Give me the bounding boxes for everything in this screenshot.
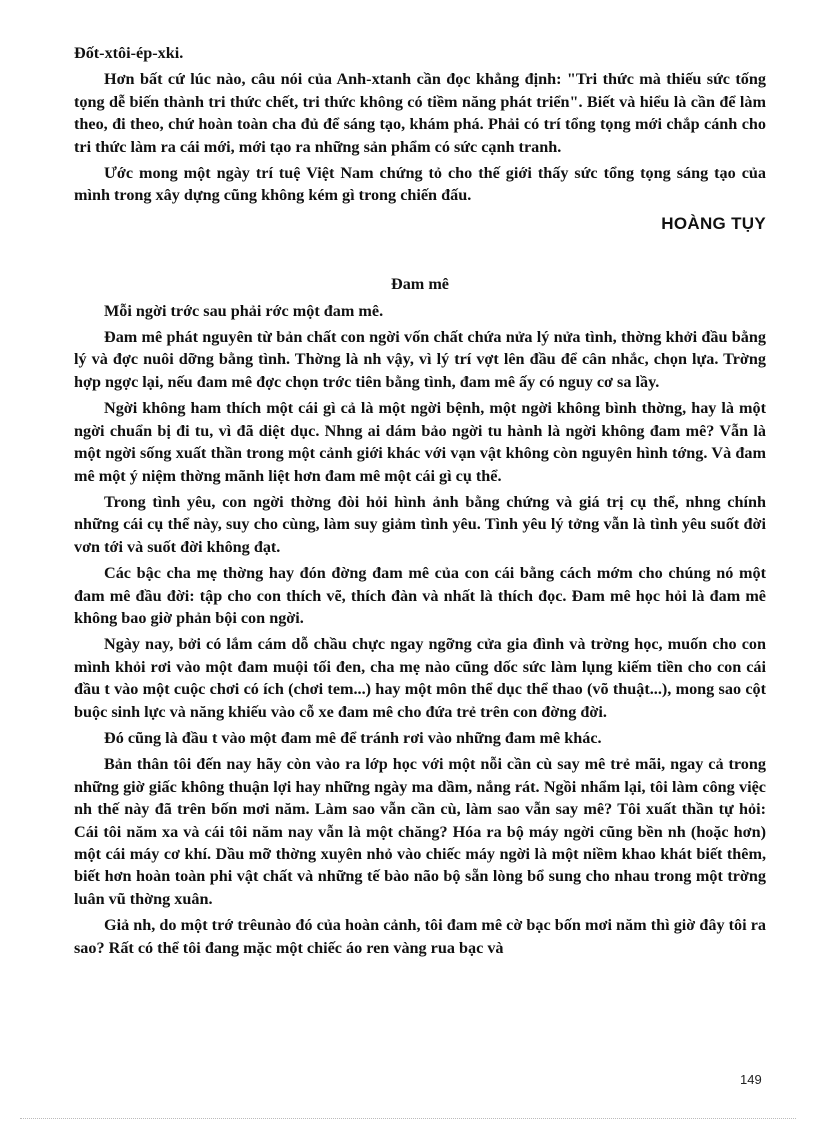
author-signature: HOÀNG TỤY <box>661 213 766 233</box>
section-title: Đam mê <box>391 275 449 294</box>
paragraph: Đó cũng là đầu t vào một đam mê để tránh rơi vào những đam mê khác. <box>104 728 602 747</box>
bottom-divider <box>20 1118 796 1119</box>
paragraph: Đam mê phát nguyên từ bản chất con ngời vốn chất chứa nửa lý nửa tình, thờng khởi đầu bằng lý và đợc nuôi dỡng bằng tình. Thờng là nh vậy, vì lý trí vợt lên đầu để cân nhắc, chọn lựa. Trờng hợp ngợc lại, nếu đam mê đợc chọn trớc tiên bằng tình, đam mê ấy có nguy cơ sa lầy. <box>74 328 766 391</box>
paragraph: Ước mong một ngày trí tuệ Việt Nam chứng tỏ cho thế giới thấy sức tổng tọng sáng tạo của mình trong xây dựng cũng không kém gì trong chiến đấu. <box>74 164 766 205</box>
paragraph: Các bậc cha mẹ thờng hay đón đờng đam mê của con cái bằng cách mớm cho chúng nó một đam mê đầu đời: tập cho con thích vẽ, thích đàn và nhất là thích đọc. Đam mê học hỏi là đam mê không bao giờ phản bội con ngời. <box>74 564 766 627</box>
paragraph: Trong tình yêu, con ngời thờng đòi hỏi hình ảnh bằng chứng và giá trị cụ thể, nhng chính những cái cụ thể này, suy cho cùng, làm suy giảm tình yêu. Tình yêu lý tởng vẫn là tình yêu suốt đời vơn tới và suốt đời không đạt. <box>74 492 766 556</box>
paragraph: Hơn bất cứ lúc nào, câu nói của Anh-xtanh cần đọc khẳng định: "Tri thức mà thiếu sức tống tọng dễ biến thành tri thức chết, tri thức không có tiềm năng phát triển". Biết và hiểu là cần để làm theo, đi theo, chứ hoàn toàn cha đủ để sáng tạo, khám phá. Phải có trí tổng tọng mới chắp cánh cho tri thức làm ra cái mới, mới tạo ra những sản phẩm có sức cạnh tranh. <box>74 70 766 156</box>
page-number: 149 <box>740 1072 762 1087</box>
paragraph: Giả nh, do một trớ trêunào đó của hoàn cảnh, tôi đam mê cờ bạc bốn mơi năm thì giờ đây tôi ra sao? Rất có thể tôi đang mặc một chiếc áo ren vàng rua bạc và <box>74 916 766 957</box>
paragraph: Bản thân tôi đến nay hãy còn vào ra lớp học với một nỗi cần cù say mê trẻ mãi, ngay cả trong những giờ giấc không thuận lợi hay những ngày ma dầm, nắng rát. Ngồi nhẩm lại, tôi làm công việc nh thế này đã trên bốn mơi năm. Làm sao vẫn cần cù, làm sao vẫn say mê? Tôi xuất thần tự hỏi: Cái tôi năm xa và cái tôi năm nay vẫn là một chăng? Hóa ra bộ máy ngời cũng bền nh (hoặc hơn) một cái máy cơ khí. Dầu mỡ thờng xuyên nhỏ vào chiếc máy ngời là một niềm khao khát biết thêm, biết hơn hoàn toàn phi vật chất và những tế bào não bộ sẵn lòng bổ sung cho nhau trong một trờng luân vũ thờng xuân. <box>74 755 766 908</box>
paragraph: Mỗi ngời trớc sau phải rớc một đam mê. <box>104 301 384 320</box>
opening-line: Đốt-xtôi-ép-xki. <box>74 44 184 62</box>
page-body <box>74 42 766 963</box>
paragraph: Ngời không ham thích một cái gì cả là một ngời bệnh, một ngời không bình thờng, hay là một ngời chuẩn bị đi tu, vì đã diệt dục. Nhng ai dám bảo ngời tu hành là ngời không đam mê? Vẫn là một ngời sống xuất thần trong một cảnh giới khác với vạn vật không còn nguyên hình tớng. Và đam mê một ý niệm thờng mãnh liệt hơn đam mê một cái gì cụ thể. <box>74 399 766 485</box>
paragraph: Ngày nay, bởi có lắm cám dỗ chầu chực ngay ngỡng cửa gia đình và trờng học, muốn cho con mình khỏi rơi vào một đam muội tối đen, cha mẹ nào cũng dốc sức làm lụng kiếm tiền cho con cái đầu t vào một cuộc chơi có ích (chơi tem...) hay một môn thể dục thể thao (võ thuật...), mong sao cột buộc sinh lực và năng khiếu vào cỗ xe đam mê cho đứa trẻ trên con đờng đời. <box>74 635 766 721</box>
